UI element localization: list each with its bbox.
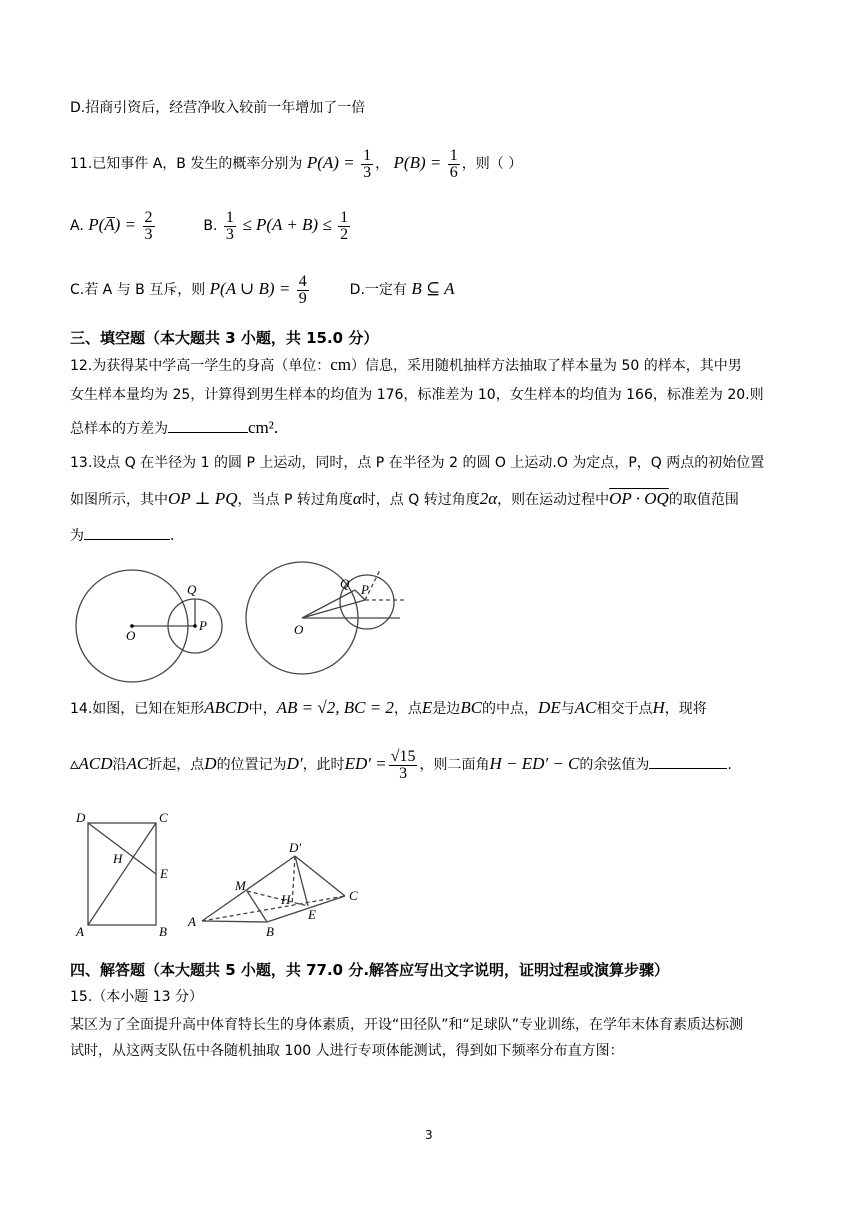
q11-option-c: C.若 A 与 B 互斥，则	[70, 282, 206, 298]
fig14-label-e: E	[160, 866, 168, 881]
q11-frac1: $\frac{1}{3}$	[363, 146, 372, 181]
fig14-label-a2: A	[188, 914, 196, 929]
fig13-label-o2: O	[294, 622, 304, 637]
q14-line1: 14.如图，已知在矩形ABCD中，AB = √2, BC = 2，点E是边BC的中点，DE与AC相交于点H，现将	[70, 698, 707, 717]
q15-line1: 某区为了全面提升高中体育特长生的身体素质，开设“田径队”和“足球队”专业训练，在学年末体育素质达标测	[70, 1017, 744, 1033]
q11-prefix: 11.已知事件 A，B 发生的概率分别为	[70, 156, 303, 172]
q11-frac2: $\frac{1}{6}$	[449, 146, 458, 181]
section-4-heading: 四、解答题（本大题共 5 小题，共 77.0 分.解答应写出文字说明，证明过程或演算步骤）	[70, 961, 670, 979]
fig14-label-b: B	[159, 924, 167, 939]
fig14-label-c: C	[159, 810, 168, 825]
q12-line3: 总样本的方差为 cm².	[70, 418, 279, 437]
fig14-label-m: M	[235, 878, 246, 893]
q13-vector-product: OP · OQ	[609, 489, 669, 508]
section-3-heading: 三、填空题（本大题共 3 小题，共 15.0 分）	[70, 329, 379, 347]
option-d-text: D.招商引资后，经营净收入较前一年增加了一倍	[70, 100, 366, 116]
q11-options-cd: C.若 A 与 B 互斥，则 P(A ∪ B) = $\frac{4}{9}$ D.一定有 B ⊆ A	[70, 272, 455, 307]
q14-line2: ▵ACD沿AC折起，点D的位置记为D′，此时ED′ = $\frac{√15}{3}$ ，则二面角H − ED′ − C的余弦值为 .	[70, 747, 732, 782]
q13-line3: 为 .	[70, 525, 174, 546]
fig14-label-a: A	[76, 924, 84, 939]
fig14-label-c2: C	[349, 888, 358, 903]
q12-answer-blank[interactable]	[168, 418, 248, 433]
q11-eq1: P(A) =	[306, 153, 355, 172]
fig14-label-h: H	[113, 851, 123, 866]
q14-figure	[70, 808, 390, 943]
q11-eq2: P(B) =	[393, 153, 442, 172]
fig13-label-q: Q	[187, 582, 197, 597]
q14-answer-blank[interactable]	[649, 754, 727, 769]
fig14-label-b2: B	[266, 924, 274, 939]
q11-option-b: ≤ P(A + B) ≤	[242, 215, 332, 234]
q15-line2: 试时，从这两支队伍中各随机抽取 100 人进行专项体能测试，得到如下频率分布直方图：	[70, 1043, 624, 1059]
q13-line1: 13.设点 Q 在半径为 1 的圆 P 上运动，同时，点 P 在半径为 2 的圆 O 上运动.O 为定点，P，Q 两点的初始位置	[70, 455, 765, 471]
fig14-label-e2: E	[308, 907, 316, 922]
page-number: 3	[425, 1128, 433, 1142]
fig13-label-p2: P	[361, 582, 369, 597]
q13-line2: 如图所示，其中OP ⊥ PQ，当点 P 转过角度α时，点 Q 转过角度2α，则在运动过程中OP · OQ的取值范围	[70, 489, 739, 508]
q11-stem: 11.已知事件 A，B 发生的概率分别为 P(A) = $\frac{1}{3}$ ， P(B) = $\frac{1}{6}$ ，则（ ）	[70, 146, 523, 181]
q15-heading: 15.（本小题 13 分）	[70, 989, 203, 1005]
fig14-label-h2: H	[281, 892, 291, 907]
q13-answer-blank[interactable]	[84, 525, 170, 540]
q12-line1: 12.为获得某中学高一学生的身高（单位：cm）信息，采用随机抽样方法抽取了样本量为 50 的样本，其中男	[70, 355, 742, 374]
fig13-label-q2: Q	[340, 576, 350, 591]
fig14-label-dprime: D′	[289, 840, 302, 855]
q11-options-ab: A. P(A̅) = $\frac{2}{3}$ B. $\frac{1}{3}$ ≤ P(A + B) ≤ $\frac{1}{2}$	[70, 208, 349, 243]
fig13-label-o: O	[126, 628, 136, 643]
q11-option-a: P(A̅) =	[88, 215, 137, 234]
fig14-label-d: D	[76, 810, 86, 825]
fig13-label-p: P	[199, 618, 207, 633]
q12-line2: 女生样本量均为 25，计算得到男生样本的均值为 176，标准差为 10，女生样本的均值为 166，标准差为 20.则	[70, 387, 764, 403]
q11-option-d: D.一定有	[349, 282, 407, 298]
q11-suffix: ，则（ ）	[461, 156, 523, 172]
q13-figure	[70, 560, 420, 685]
